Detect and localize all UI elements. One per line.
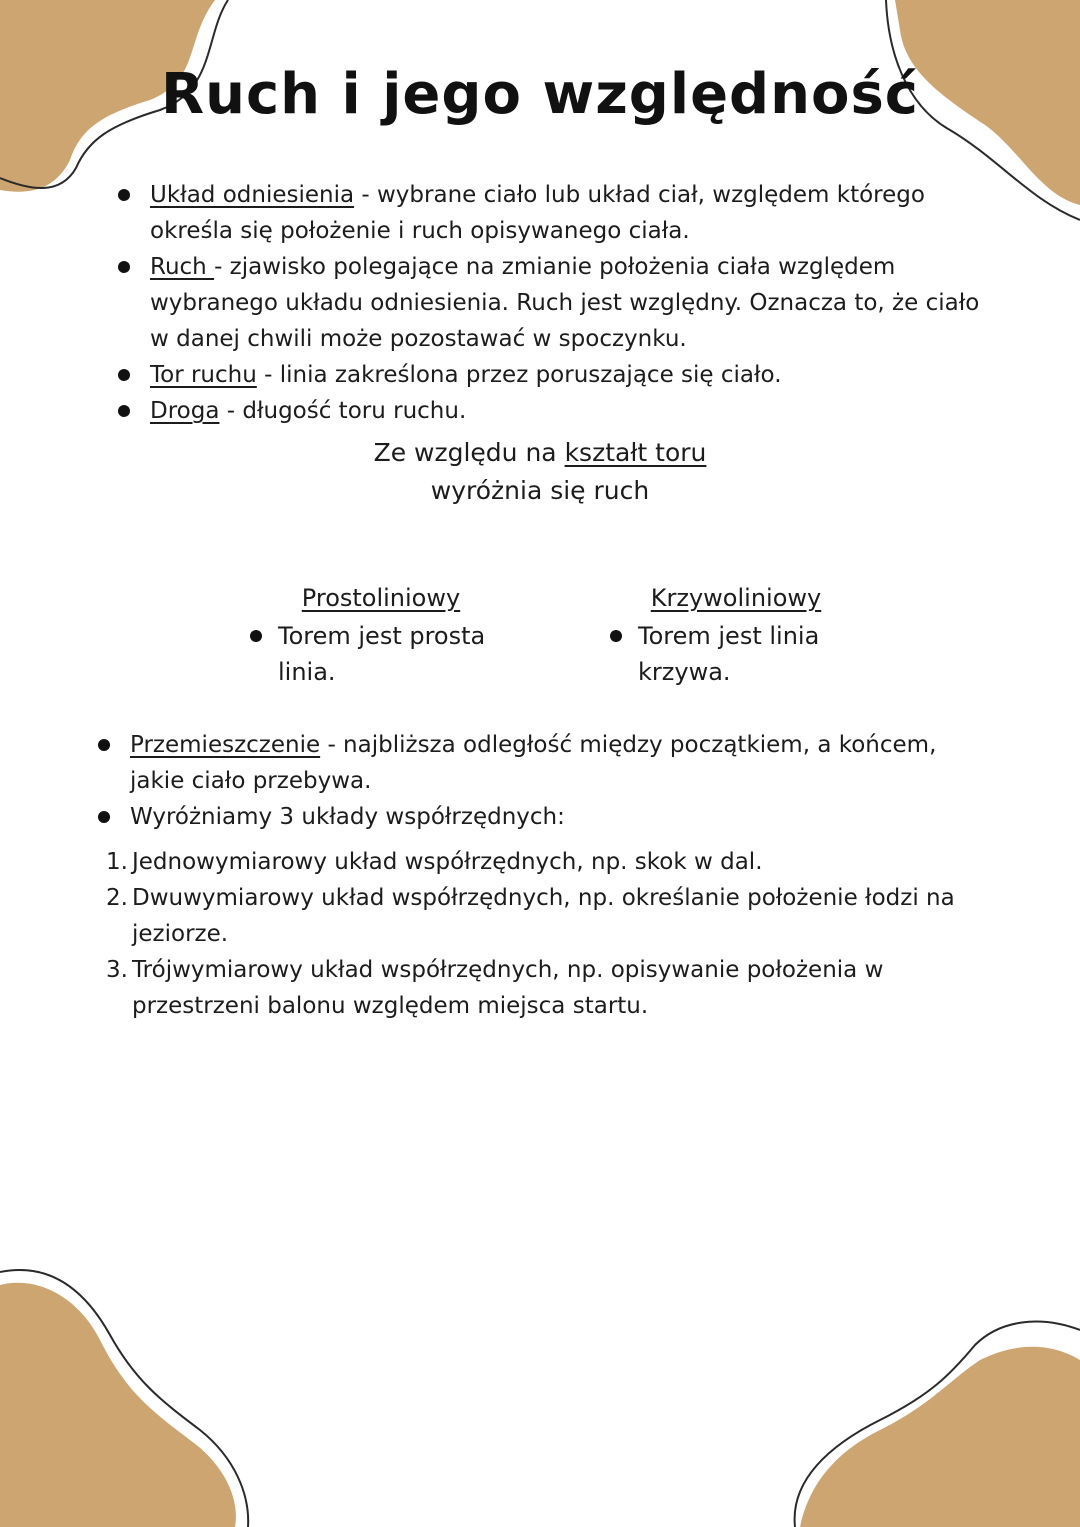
definition-term: Tor ruchu (150, 362, 257, 388)
classification-line-2: wyróżnia się ruch (430, 476, 650, 505)
rectilinear-heading: Prostoliniowy (301, 584, 461, 612)
definition-item (118, 357, 988, 393)
list-number: 1. (106, 849, 128, 875)
list-text: Jednowymiarowy układ współrzędnych, np. skok w dal. (132, 849, 763, 875)
list-number: 2. (106, 885, 128, 911)
classification-keyword: kształt toru (564, 438, 707, 467)
definition-text: - zjawisko polegające na zmianie położenia ciała względem wybranego układu odniesienia. Ruch jest względny. Oznacza to, że ciało w danej chwili może pozostawać w spoczynku. (150, 254, 980, 352)
definition-term: Układ odniesienia (150, 182, 355, 208)
curvilinear-item: Torem jest linia krzywa. (606, 618, 886, 690)
list-item (106, 952, 966, 1024)
rectilinear-item: Torem jest prosta linia. (246, 618, 526, 690)
list-number: 3. (106, 957, 128, 983)
classification-prefix: Ze względu na (373, 438, 565, 467)
definition-term: Ruch (150, 254, 215, 280)
definition-text: Wyróżniamy 3 układy współrzędnych: (130, 804, 565, 830)
list-item (106, 844, 966, 880)
definition-term: Przemieszczenie (130, 732, 321, 758)
page-title: Ruch i jego względność (160, 62, 919, 127)
coordinate-systems-list (106, 844, 966, 1024)
definitions-list (118, 177, 988, 429)
definition-text: - wybrane ciało lub układ ciał, względem którego określa się położenie i ruch opisywanego ciała. (150, 182, 925, 244)
list-text: Dwuwymiarowy układ współrzędnych, np. określanie położenie łodzi na jeziorze. (132, 885, 955, 947)
definition-item (98, 727, 968, 799)
classification-line-1 (0, 434, 1080, 472)
definition-text: - długość toru ruchu. (219, 398, 467, 424)
rectilinear-column (246, 584, 526, 690)
curvilinear-heading: Krzywoliniowy (650, 584, 822, 612)
definition-term: Droga (150, 398, 220, 424)
classification-note (0, 434, 1080, 510)
list-item (106, 880, 966, 952)
definition-text: - najbliższa odległość między początkiem, a końcem, jakie ciało przebywa. (130, 732, 937, 794)
list-text: Trójwymiarowy układ współrzędnych, np. opisywanie położenia w przestrzeni balonu względem miejsca startu. (132, 957, 884, 1019)
definition-item (118, 393, 988, 429)
more-definitions-list (98, 727, 968, 835)
definition-text: - linia zakreślona przez poruszające się ciało. (256, 362, 782, 388)
definition-item (118, 249, 988, 357)
definition-item (118, 177, 988, 249)
curvilinear-column (606, 584, 886, 690)
definition-item (98, 799, 968, 835)
